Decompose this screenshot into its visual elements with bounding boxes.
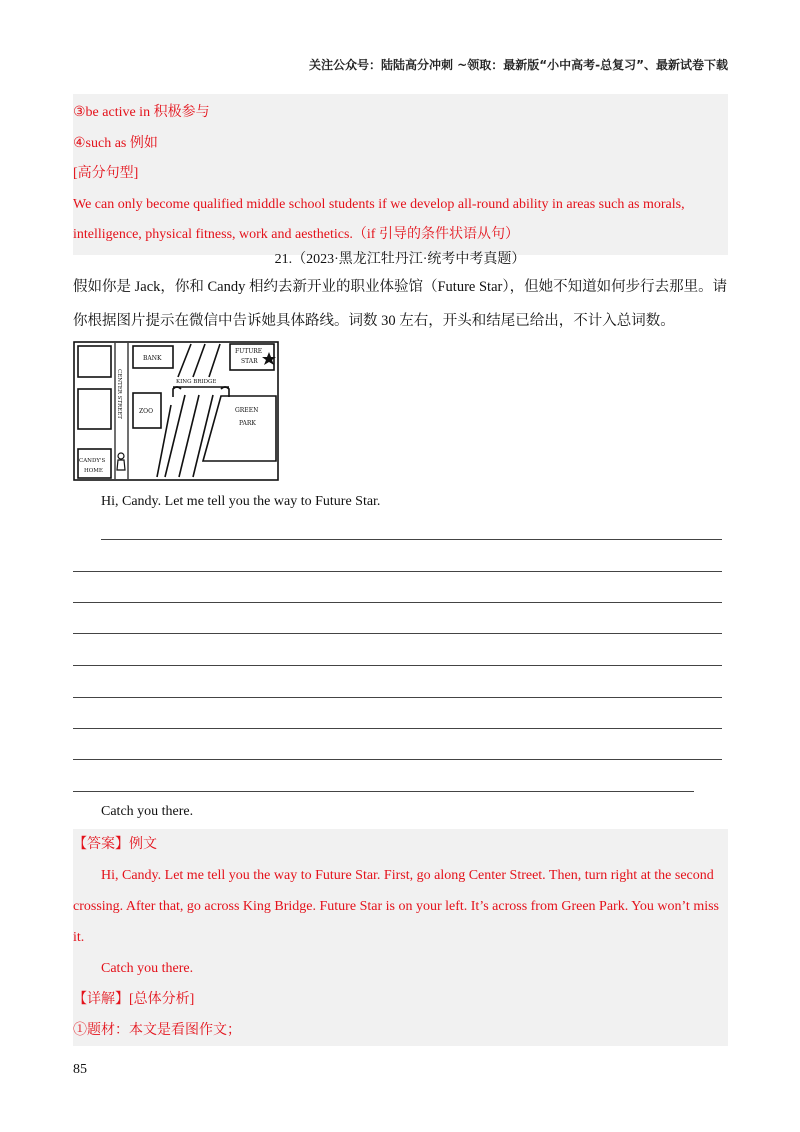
writing-line (73, 633, 722, 634)
writing-line (73, 697, 722, 698)
question-prompt-line-2: 你根据图片提示在微信中告诉她具体路线。词数 30 左右，开头和结尾已给出，不计入总词数。 (73, 313, 675, 329)
answer-block (73, 829, 728, 1046)
writing-line (73, 759, 722, 760)
answer-line-1: Hi, Candy. Let me tell you the way to Future Star. First, go along Center Street. Then, turn right at the second (101, 868, 714, 883)
map-label-bank: BANK (143, 355, 162, 362)
map-label-park: PARK (239, 420, 256, 427)
writing-line (73, 791, 694, 792)
vocab-item-4: ④such as 例如 (73, 135, 158, 151)
answer-line-3: it. (73, 930, 85, 945)
answer-label: 【答案】例文 (73, 837, 157, 852)
map-label-future-2: STAR (241, 358, 258, 365)
answer-closing: Catch you there. (101, 961, 194, 976)
sentence-line-1: We can only become qualified middle school students if we develop all-round ability in areas such as morals, (73, 196, 685, 212)
sentence-line-2: intelligence, physical fitness, work and aesthetics.（if 引导的条件状语从句） (73, 227, 519, 242)
page-number: 85 (73, 1062, 87, 1077)
map-label-king-bridge: KING BRIDGE (176, 379, 217, 385)
map-label-future-1: FUTURE (235, 348, 263, 355)
person-icon (117, 453, 125, 470)
vocab-item-3: ③be active in 积极参与 (73, 105, 210, 120)
writing-line (73, 602, 722, 603)
map-label-candys: CANDY'S (79, 458, 106, 464)
sentence-label: [高分句型] (73, 166, 139, 181)
map-label-center-street: CENTER STREET (116, 369, 122, 419)
opening-line: Hi, Candy. Let me tell you the way to Future Star. (101, 494, 381, 509)
map-label-zoo: ZOO (139, 408, 154, 415)
question-title: 21.（2023·黑龙江牡丹江·统考中考真题） (274, 252, 526, 267)
detail-point-1: ①题材：本文是看图作文； (73, 1023, 241, 1038)
writing-line (73, 728, 722, 729)
answer-line-2: crossing. After that, go across King Bridge. Future Star is on your left. It’s across from Green Park. You won’t miss (73, 899, 719, 914)
vocab-block (73, 94, 728, 255)
map-block-left-top (78, 346, 111, 377)
writing-line (73, 571, 722, 572)
route-map (73, 341, 279, 481)
writing-line (101, 539, 722, 540)
closing-line: Catch you there. (101, 804, 194, 819)
writing-line (73, 665, 722, 666)
map-block-left-mid (78, 389, 111, 429)
question-prompt-line-1: 假如你是 Jack，你和 Candy 相约去新开业的职业体验馆（Future Star），但她不知道如何步行去那里。请 (73, 279, 728, 295)
page-header: 关注公众号：陆陆高分冲刺 ~领取：最新版“小中高考-总复习”、最新试卷下载 (309, 58, 728, 72)
map-label-home: HOME (84, 468, 103, 474)
detail-label: 【详解】[总体分析] (73, 992, 195, 1007)
map-label-green: GREEN (235, 407, 259, 414)
